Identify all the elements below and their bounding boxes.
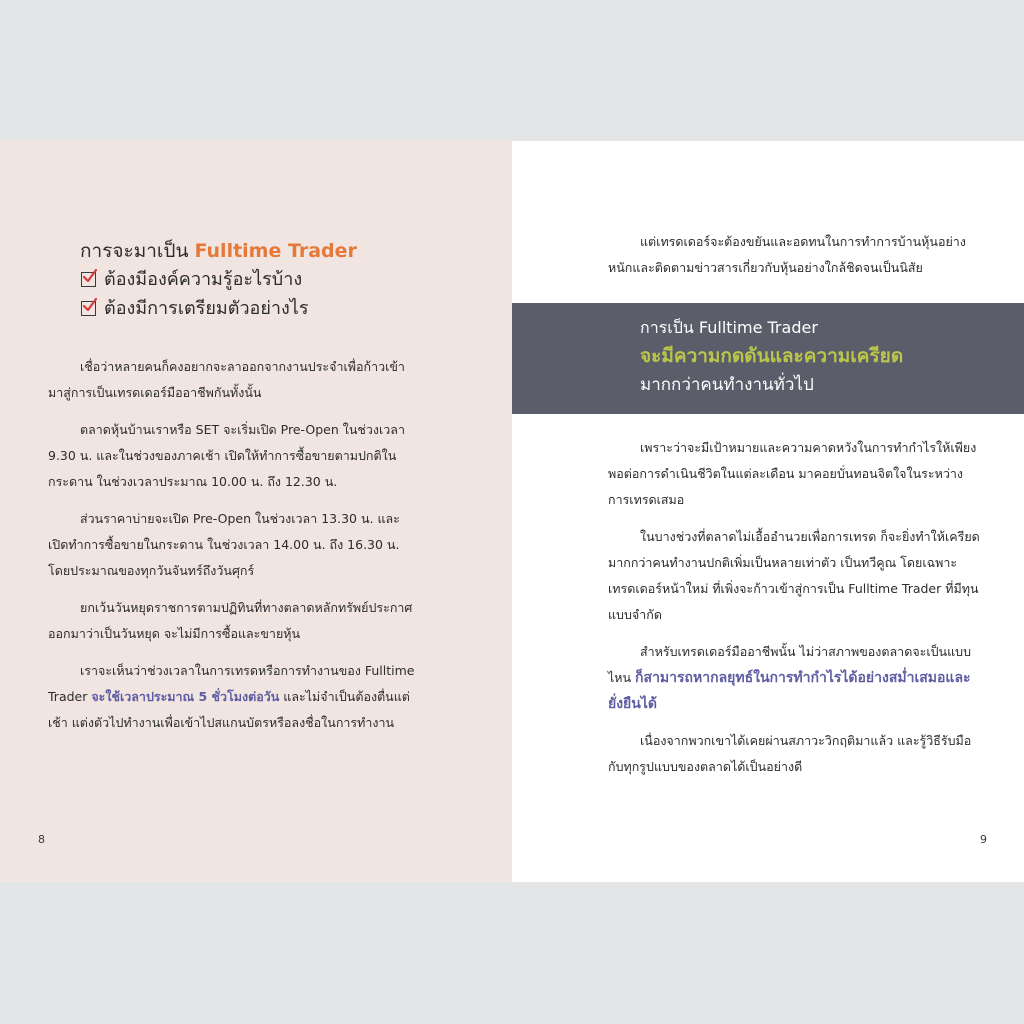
paragraph-with-highlight <box>48 658 420 736</box>
banner-line-3: มากกว่าคนทำงานทั่วไป <box>640 375 814 395</box>
right-intro <box>608 229 980 292</box>
left-body-text <box>48 354 420 747</box>
check-item-label: ต้องมีการเตรียมตัวอย่างไร <box>104 298 309 319</box>
paragraph: เชื่อว่าหลายคนก็คงอยากจะลาออกจากงานประจำเพื่อก้าวเข้ามาสู่การเป็นเทรดเดอร์มืออาชีพกันทั้งนั้น <box>48 359 405 400</box>
left-page <box>0 141 512 882</box>
heading-accent: Fulltime Trader <box>194 240 357 262</box>
checkbox-checked-icon <box>81 272 96 287</box>
check-item-label: ต้องมีองค์ความรู้อะไรบ้าง <box>104 269 303 290</box>
paragraph: ส่วนราคาบ่ายจะเปิด Pre-Open ในช่วงเวลา 13.30 น. และเปิดทำการซื้อขายในกระดาน ในช่วงเวลา 14.00 น. ถึง 16.30 น. โดยประมาณของทุกวันจันทร์ถึงวันศุกร์ <box>48 511 400 578</box>
highlight-text: ก็สามารถหากลยุทธ์ในการทำกำไรได้อย่างสม่ำเสมอและยั่งยืนได้ <box>608 670 971 712</box>
check-item <box>80 265 480 294</box>
paragraph: เนื่องจากพวกเขาได้เคยผ่านสภาวะวิกฤติมาแล้ว และรู้วิธีรับมือกับทุกรูปแบบของตลาดได้เป็นอย่างดี <box>608 733 972 774</box>
paragraph: แต่เทรดเดอร์จะต้องขยันและอดทนในการทำการบ้านหุ้นอย่างหนักและติดตามข่าวสารเกี่ยวกับหุ้นอย่างใกล้ชิดจนเป็นนิสัย <box>608 234 966 275</box>
paragraph-text: และไม่จำเป็นต้องตื่นแต่เช้า แต่งตัวไปทำงานเพื่อเข้าไปสแกนบัตรหรือลงชื่อในการทำงาน <box>48 689 410 730</box>
highlight-text: จะใช้เวลาประมาณ 5 ชั่วโมงต่อวัน <box>91 689 280 704</box>
check-item <box>80 294 480 323</box>
highlight-banner <box>512 303 1024 414</box>
page-number-right: 9 <box>980 833 987 846</box>
left-heading <box>80 237 480 323</box>
heading-prefix: การจะมาเป็น <box>80 240 195 262</box>
page-number-left: 8 <box>38 833 45 846</box>
banner-line-2: จะมีความกดดันและความเครียด <box>640 345 904 367</box>
heading-title <box>80 237 480 265</box>
banner-text <box>640 315 1020 399</box>
paragraph: ในบางช่วงที่ตลาดไม่เอื้ออำนวยเพื่อการเทรด ก็จะยิ่งทำให้เครียดมากกว่าคนทำงานปกติเพิ่มเป็นหลายเท่าตัว เป็นทวีคูณ โดยเฉพาะเทรดเดอร์หน้าใหม่ ที่เพิ่งจะก้าวเข้าสู่การเป็น Fulltime Trader ที่มีทุนแบบจำกัด <box>608 529 980 622</box>
paragraph: ยกเว้นวันหยุดราชการตามปฏิทินที่ทางตลาดหลักทรัพย์ประกาศออกมาว่าเป็นวันหยุด จะไม่มีการซื้อและขายหุ้น <box>48 600 413 641</box>
paragraph-text: สำหรับเทรดเดอร์มืออาชีพนั้น ไม่ว่าสภาพของตลาดจะเป็นแบบไหน <box>608 644 972 685</box>
paragraph: ตลาดหุ้นบ้านเราหรือ SET จะเริ่มเปิด Pre-Open ในช่วงเวลา 9.30 น. และในช่วงของภาคเช้า เปิดให้ทำการซื้อขายตามปกติในกระดาน ในช่วงเวลาประมาณ 10.00 น. ถึง 12.30 น. <box>48 422 405 489</box>
book-spread <box>0 141 1024 882</box>
paragraph-text: เราจะเห็นว่าช่วงเวลาในการเทรดหรือการทำงานของ Fulltime Trader <box>48 663 415 704</box>
right-body-text <box>608 435 980 791</box>
paragraph: เพราะว่าจะมีเป้าหมายและความคาดหวังในการทำกำไรให้เพียงพอต่อการดำเนินชีวิตในแต่ละเดือน มาคอยบั่นทอนจิตใจในระหว่างการเทรดเสมอ <box>608 440 977 507</box>
banner-line-1: การเป็น Fulltime Trader <box>640 318 818 337</box>
paragraph-with-highlight <box>608 639 980 717</box>
checkbox-checked-icon <box>81 301 96 316</box>
